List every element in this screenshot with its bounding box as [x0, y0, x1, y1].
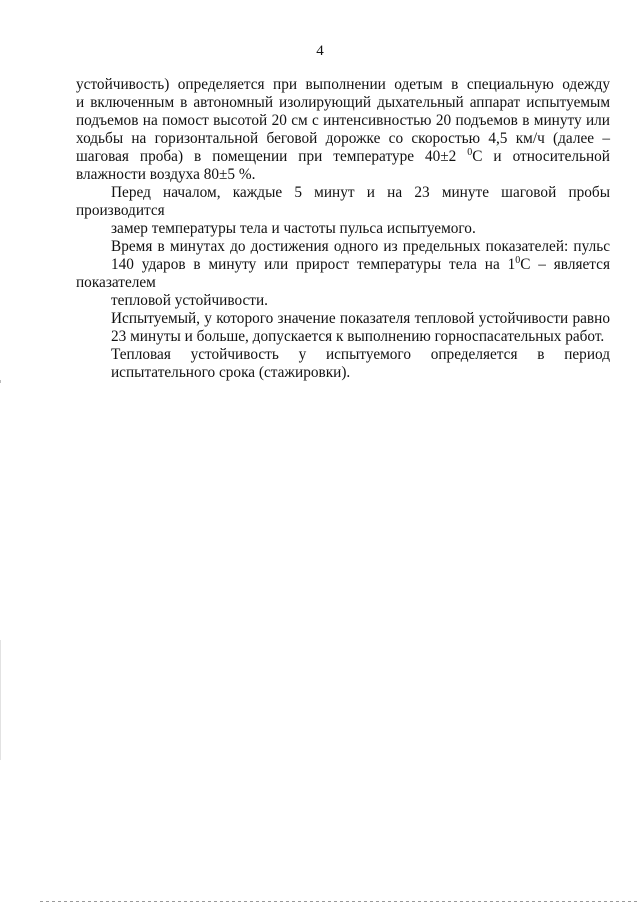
text-fragment: 140 ударов в минуту или прирост температуры тела на 1 [111, 256, 516, 273]
text-line: Время в минутах до достижения одного из предельных показателей: пульс [111, 238, 610, 255]
page-number: 4 [316, 43, 324, 59]
text-line: влажности воздуха 80±5 %. [76, 166, 256, 183]
paragraph-admission [76, 310, 610, 346]
degree-superscript: 0 [515, 255, 521, 266]
scan-artifact [40, 901, 640, 902]
text-line: Перед началом, каждые 5 минут и на 23 минуте шаговой пробы производится [76, 184, 610, 219]
text-line: замер температуры тела и частоты пульса испытуемого. [111, 220, 476, 237]
scan-artifact [0, 640, 1, 760]
paragraph-test-procedure [76, 76, 610, 184]
text-fragment: шаговая проба) в помещении при температуре 40±2 [76, 148, 468, 165]
text-line: Испытуемый, у которого значение показателя тепловой устойчивости равно [111, 310, 610, 327]
text-line: подъемов на помост высотой 20 см с интенсивностью 20 подъемов в минуту или [76, 112, 610, 129]
paragraph-probation [76, 346, 610, 382]
scan-artifact [0, 380, 1, 383]
text-line: устойчивость) определяется при выполнении одетым в специальную одежду [76, 76, 610, 93]
text-line: и включенным в автономный изолирующий дыхательный аппарат испытуемым [76, 94, 610, 111]
text-line: тепловой устойчивости. [111, 292, 268, 309]
text-line: ходьбы на горизонтальной беговой дорожке со скоростью 4,5 км/ч (далее – [76, 130, 610, 147]
paragraph-indicator [76, 238, 610, 310]
document-body [76, 76, 610, 382]
text-line: 23 минуты и больше, допускается к выполнению горноспасательных работ. [111, 328, 605, 345]
text-fragment: С и относительной [472, 148, 610, 165]
degree-superscript: 0 [467, 147, 473, 158]
text-fragment: С – является показателем [76, 256, 610, 291]
text-line-pulse [76, 256, 610, 292]
text-line: Тепловая устойчивость у испытуемого определяется в период [111, 346, 610, 363]
text-line: испытательного срока (стажировки). [111, 364, 351, 381]
paragraph-measurement [76, 184, 610, 238]
text-line-temperature [76, 148, 610, 166]
